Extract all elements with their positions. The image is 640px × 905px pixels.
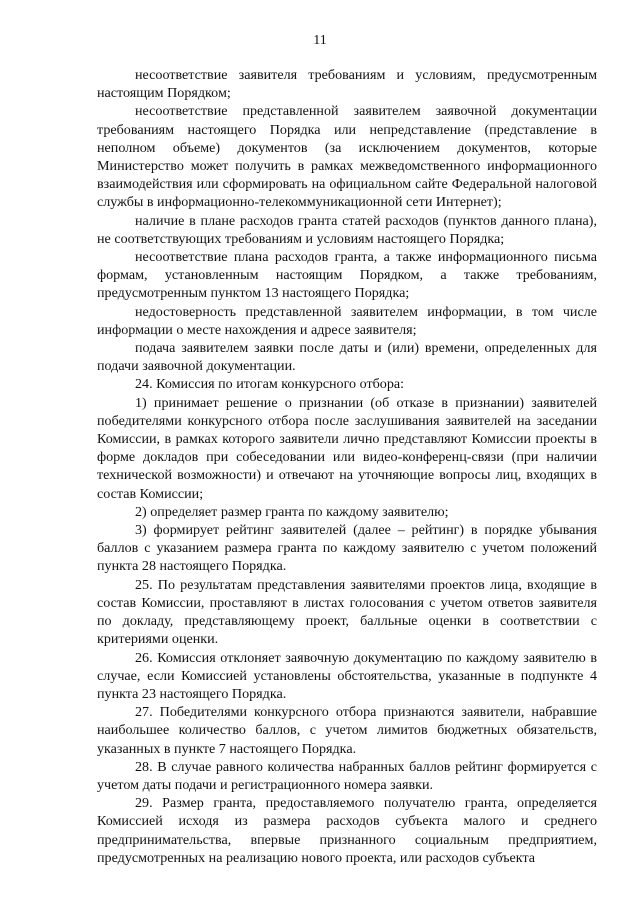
paragraph-ineligible-applicant: несоответствие заявителя требованиям и условиям, предусмотренным настоящим Порядком; [97, 67, 597, 102]
paragraph-24-3: 3) формирует рейтинг заявителей (далее – рейтинг) в порядке убывания баллов с указанием размера гранта по каждому заявителю с учетом положений пункта 28 настоящего Порядка. [97, 522, 597, 575]
paragraph-26: 26. Комиссия отклоняет заявочную документацию по каждому заявителю в случае, если Комиссией установлены обстоятельства, указанные в подпункте 4 пункта 23 настоящего Порядка. [97, 649, 597, 702]
paragraph-24-1: 1) принимает решение о признании (об отказе в признании) заявителей победителями конкурсного отбора после заслушивания заявителей на заседании Комиссии, в рамках которого заявители лично представляют Комиссии проекты в форме докладов при собеседовании или видео-конференц-связи (при наличии технической возможности) и отвечают на уточняющие вопросы лиц, входящих в состав Комиссии; [97, 394, 597, 502]
page-number: 11 [313, 33, 327, 48]
paragraph-false-information: недостоверность представленной заявителем информации, в том числе информации о месте нахождения и адресе заявителя; [97, 303, 597, 338]
body-text [97, 66, 597, 867]
paragraph-24-2: 2) определяет размер гранта по каждому заявителю; [135, 503, 449, 520]
paragraph-29: 29. Размер гранта, предоставляемого получателю гранта, определяется Комиссией исходя из размера расходов субъекта малого и среднего предпринимательства, впервые признанного социальным предприятием, предусмотренных на реализацию нового проекта, или расходов субъекта [97, 795, 597, 866]
paragraph-documentation-noncompliance: несоответствие представленной заявителем заявочной документации требованиям настоящего Порядка или непредставление (представление в неполном объеме) документов (за исключением документов, которые Министерство может получить в рамках межведомственного информационного взаимодействия или сформировать на официальном сайте Федеральной налоговой службы в информационно-телекоммуникационной сети Интернет); [97, 103, 597, 211]
paragraph-expense-items: наличие в плане расходов гранта статей расходов (пунктов данного плана), не соответствующих требованиям и условиям настоящего Порядка; [97, 212, 597, 247]
paragraph-late-submission: подача заявителем заявки после даты и (или) времени, определенных для подачи заявочной документации. [97, 340, 597, 375]
paragraph-27: 27. Победителями конкурсного отбора признаются заявители, набравшие наибольшее количество баллов, с учетом лимитов бюджетных обязательств, указанных в пункте 7 настоящего Порядка. [97, 704, 597, 757]
paragraph-expense-plan-forms: несоответствие плана расходов гранта, а также информационного письма формам, установленным настоящим Порядком, а также требованиям, предусмотренным пунктом 13 настоящего Порядка; [97, 249, 597, 302]
paragraph-28: 28. В случае равного количества набранных баллов рейтинг формируется с учетом даты подачи и регистрационного номера заявки. [97, 758, 597, 793]
paragraph-24: 24. Комиссия по итогам конкурсного отбора: [135, 376, 405, 393]
paragraph-25: 25. По результатам представления заявителями проектов лица, входящие в состав Комиссии, проставляют в листах голосования с учетом ответов заявителя по докладу, представляющему проект, балльные оценки в соответствии с критериями оценки. [97, 576, 597, 648]
